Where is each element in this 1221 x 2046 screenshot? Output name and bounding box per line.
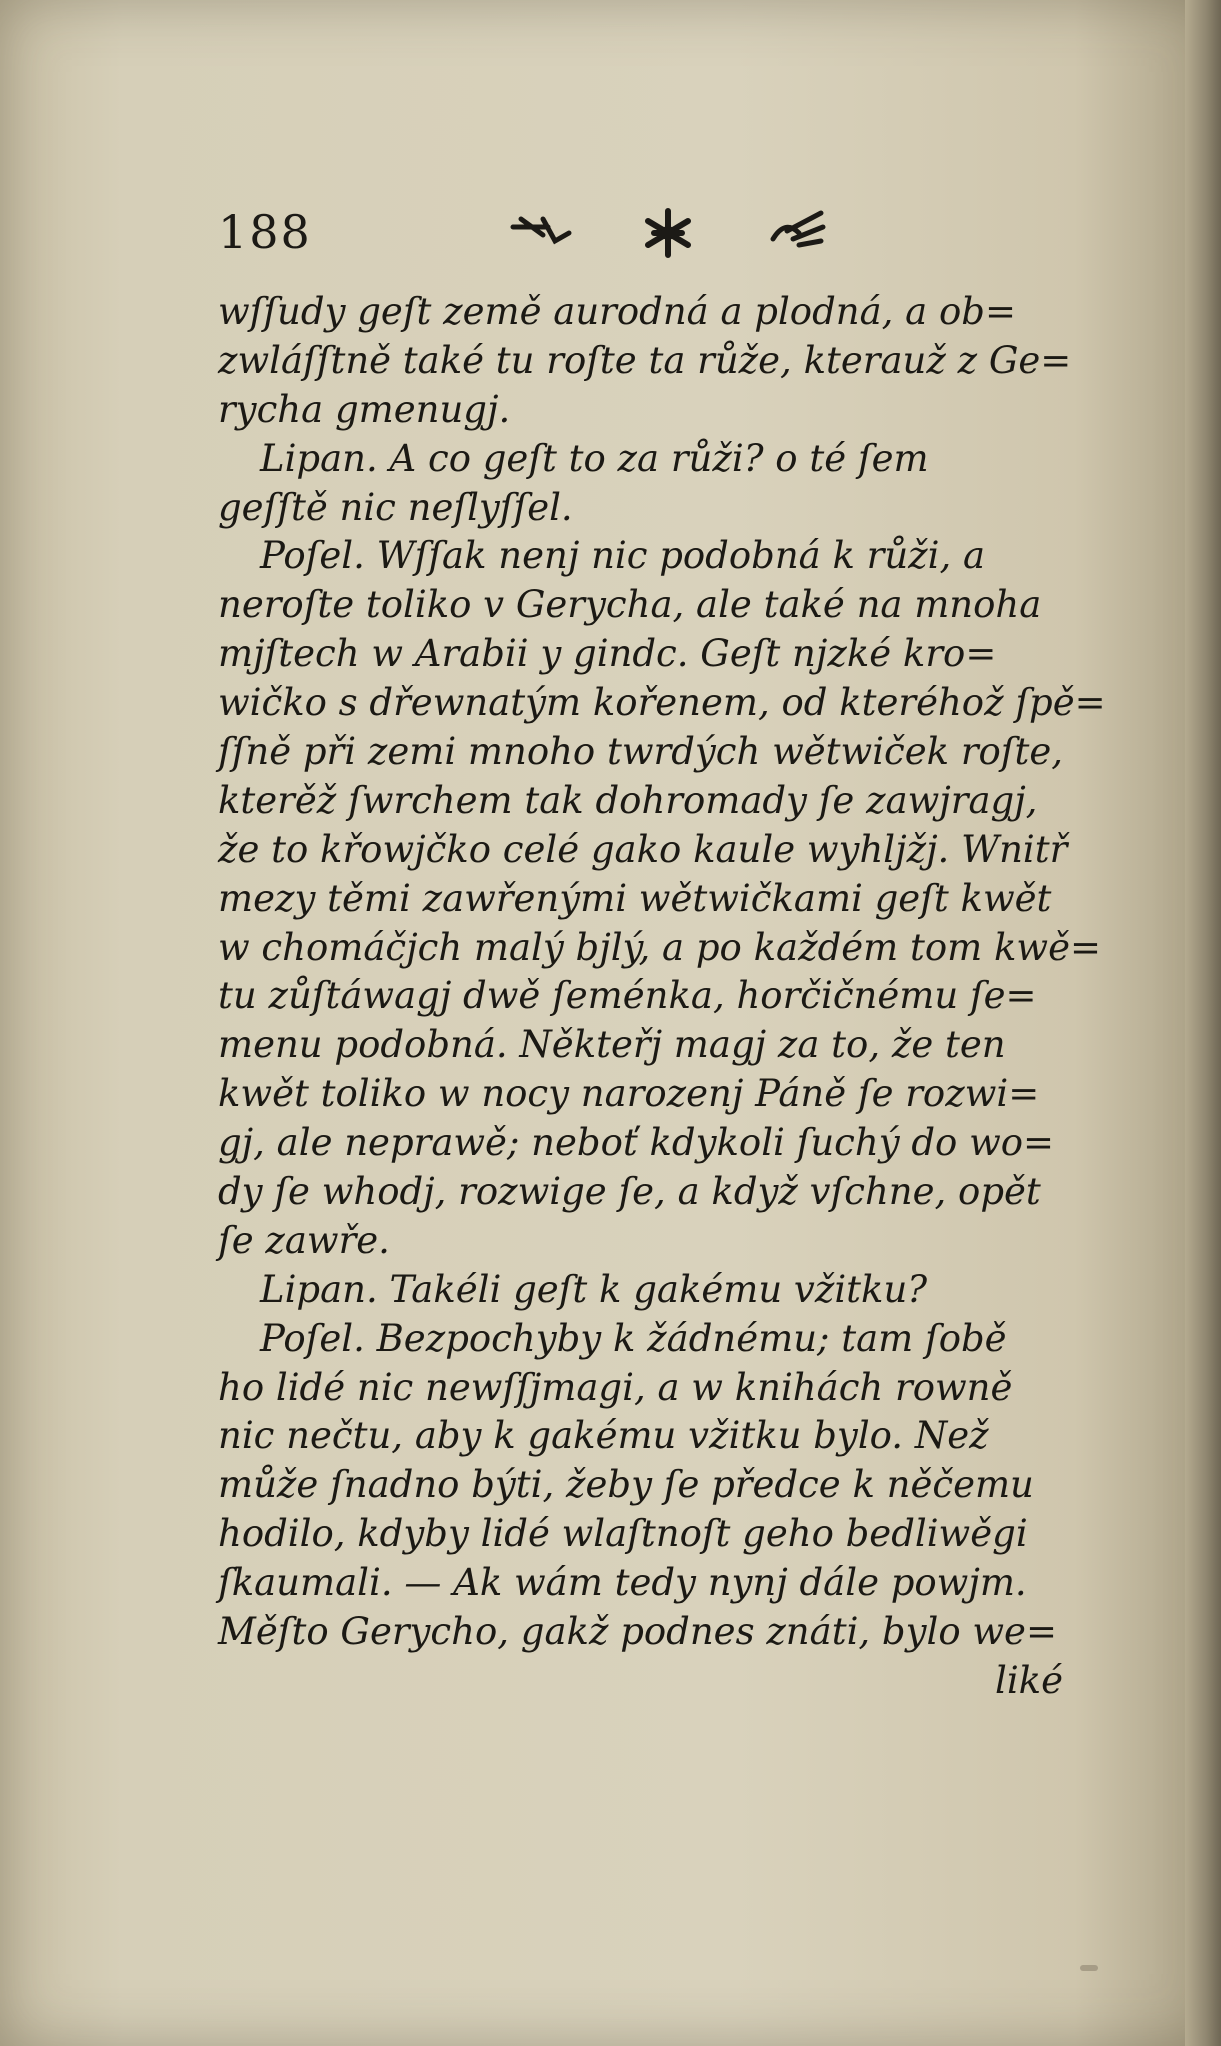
text-line: geſſtě nic neſlyſſel. — [218, 485, 573, 529]
text-line: gj, ale neprawě; neboť kdykoli ſuchý do wo= — [218, 1121, 1055, 1165]
page-number: 188 — [218, 205, 312, 259]
text-line: kwět toliko w nocy narozenj Páně ſe rozwi= — [218, 1072, 1040, 1116]
text-line: že to křowjčko celé gako kaule wyhljžj. Wnitř — [218, 827, 1068, 871]
text-line: ſkaumali. — Ak wám tedy nynj dále powjm. — [218, 1561, 1027, 1605]
text-line: neroſte toliko v Gerycha, ale také na mnoha — [218, 583, 1042, 627]
text-line: mjſtech w Arabii y gindc. Geſt njzké kro= — [218, 632, 997, 676]
text-line: Poſel. Wſſak nenj nic podobná k růži, a — [260, 534, 986, 578]
catchword: liké — [995, 1658, 1063, 1702]
text-line: nic nečtu, aby k gakému vžitku bylo. Než — [218, 1414, 989, 1458]
page-header — [218, 205, 1098, 275]
paper-stain — [1080, 1965, 1098, 1971]
text-line: zwláſſtně také tu roſte ta růže, kterauž z Ge= — [218, 338, 1072, 382]
text-line: Poſel. Bezpochyby k žádnému; tam ſobě — [260, 1316, 1007, 1360]
text-line: Měſto Gerycho, gakž podnes znáti, bylo we= — [218, 1610, 1057, 1654]
text-line: wſſudy geſt země aurodná a plodná, a ob= — [218, 290, 1016, 333]
text-line: dy ſe whodj, rozwige ſe, a když vſchne, opět — [218, 1170, 1041, 1214]
page-spine-shadow — [1185, 0, 1221, 2046]
text-line: ſe zawře. — [218, 1218, 390, 1262]
fleuron-ornament-icon — [503, 205, 833, 265]
text-line: může ſnadno býti, žeby ſe předce k něčemu — [218, 1463, 1034, 1507]
text-line: mezy těmi zawřenými wětwičkami geſt kwět — [218, 876, 1052, 920]
text-line: wičko s dřewnatým kořenem, od kteréhož ſpě= — [218, 681, 1106, 725]
text-line: w chomáčjch malý bjlý, a po každém tom kwě= — [218, 925, 1101, 969]
text-line: Lipan. A co geſt to za růži? o té ſem — [260, 436, 929, 480]
text-line: tu zůſtáwagj dwě ſeménka, horčičnému ſe= — [218, 974, 1037, 1018]
text-line: menu podobná. Někteřj magj za to, že ten — [218, 1023, 1006, 1067]
text-line: ho lidé nic newſſjmagi, a w knihách rowně — [218, 1365, 1013, 1409]
text-line: Lipan. Takéli geſt k gakému vžitku? — [260, 1267, 928, 1311]
text-line: kterěž ſwrchem tak dohromady ſe zawjragj, — [218, 778, 1038, 822]
text-line: rycha gmenugj. — [218, 387, 511, 431]
text-line: hodilo, kdyby lidé wlaſtnoſt geho bedliwěgi — [218, 1512, 1028, 1556]
text-line: ſſně při zemi mnoho twrdých wětwiček roſte, — [218, 730, 1064, 774]
body-text — [218, 288, 1123, 1706]
